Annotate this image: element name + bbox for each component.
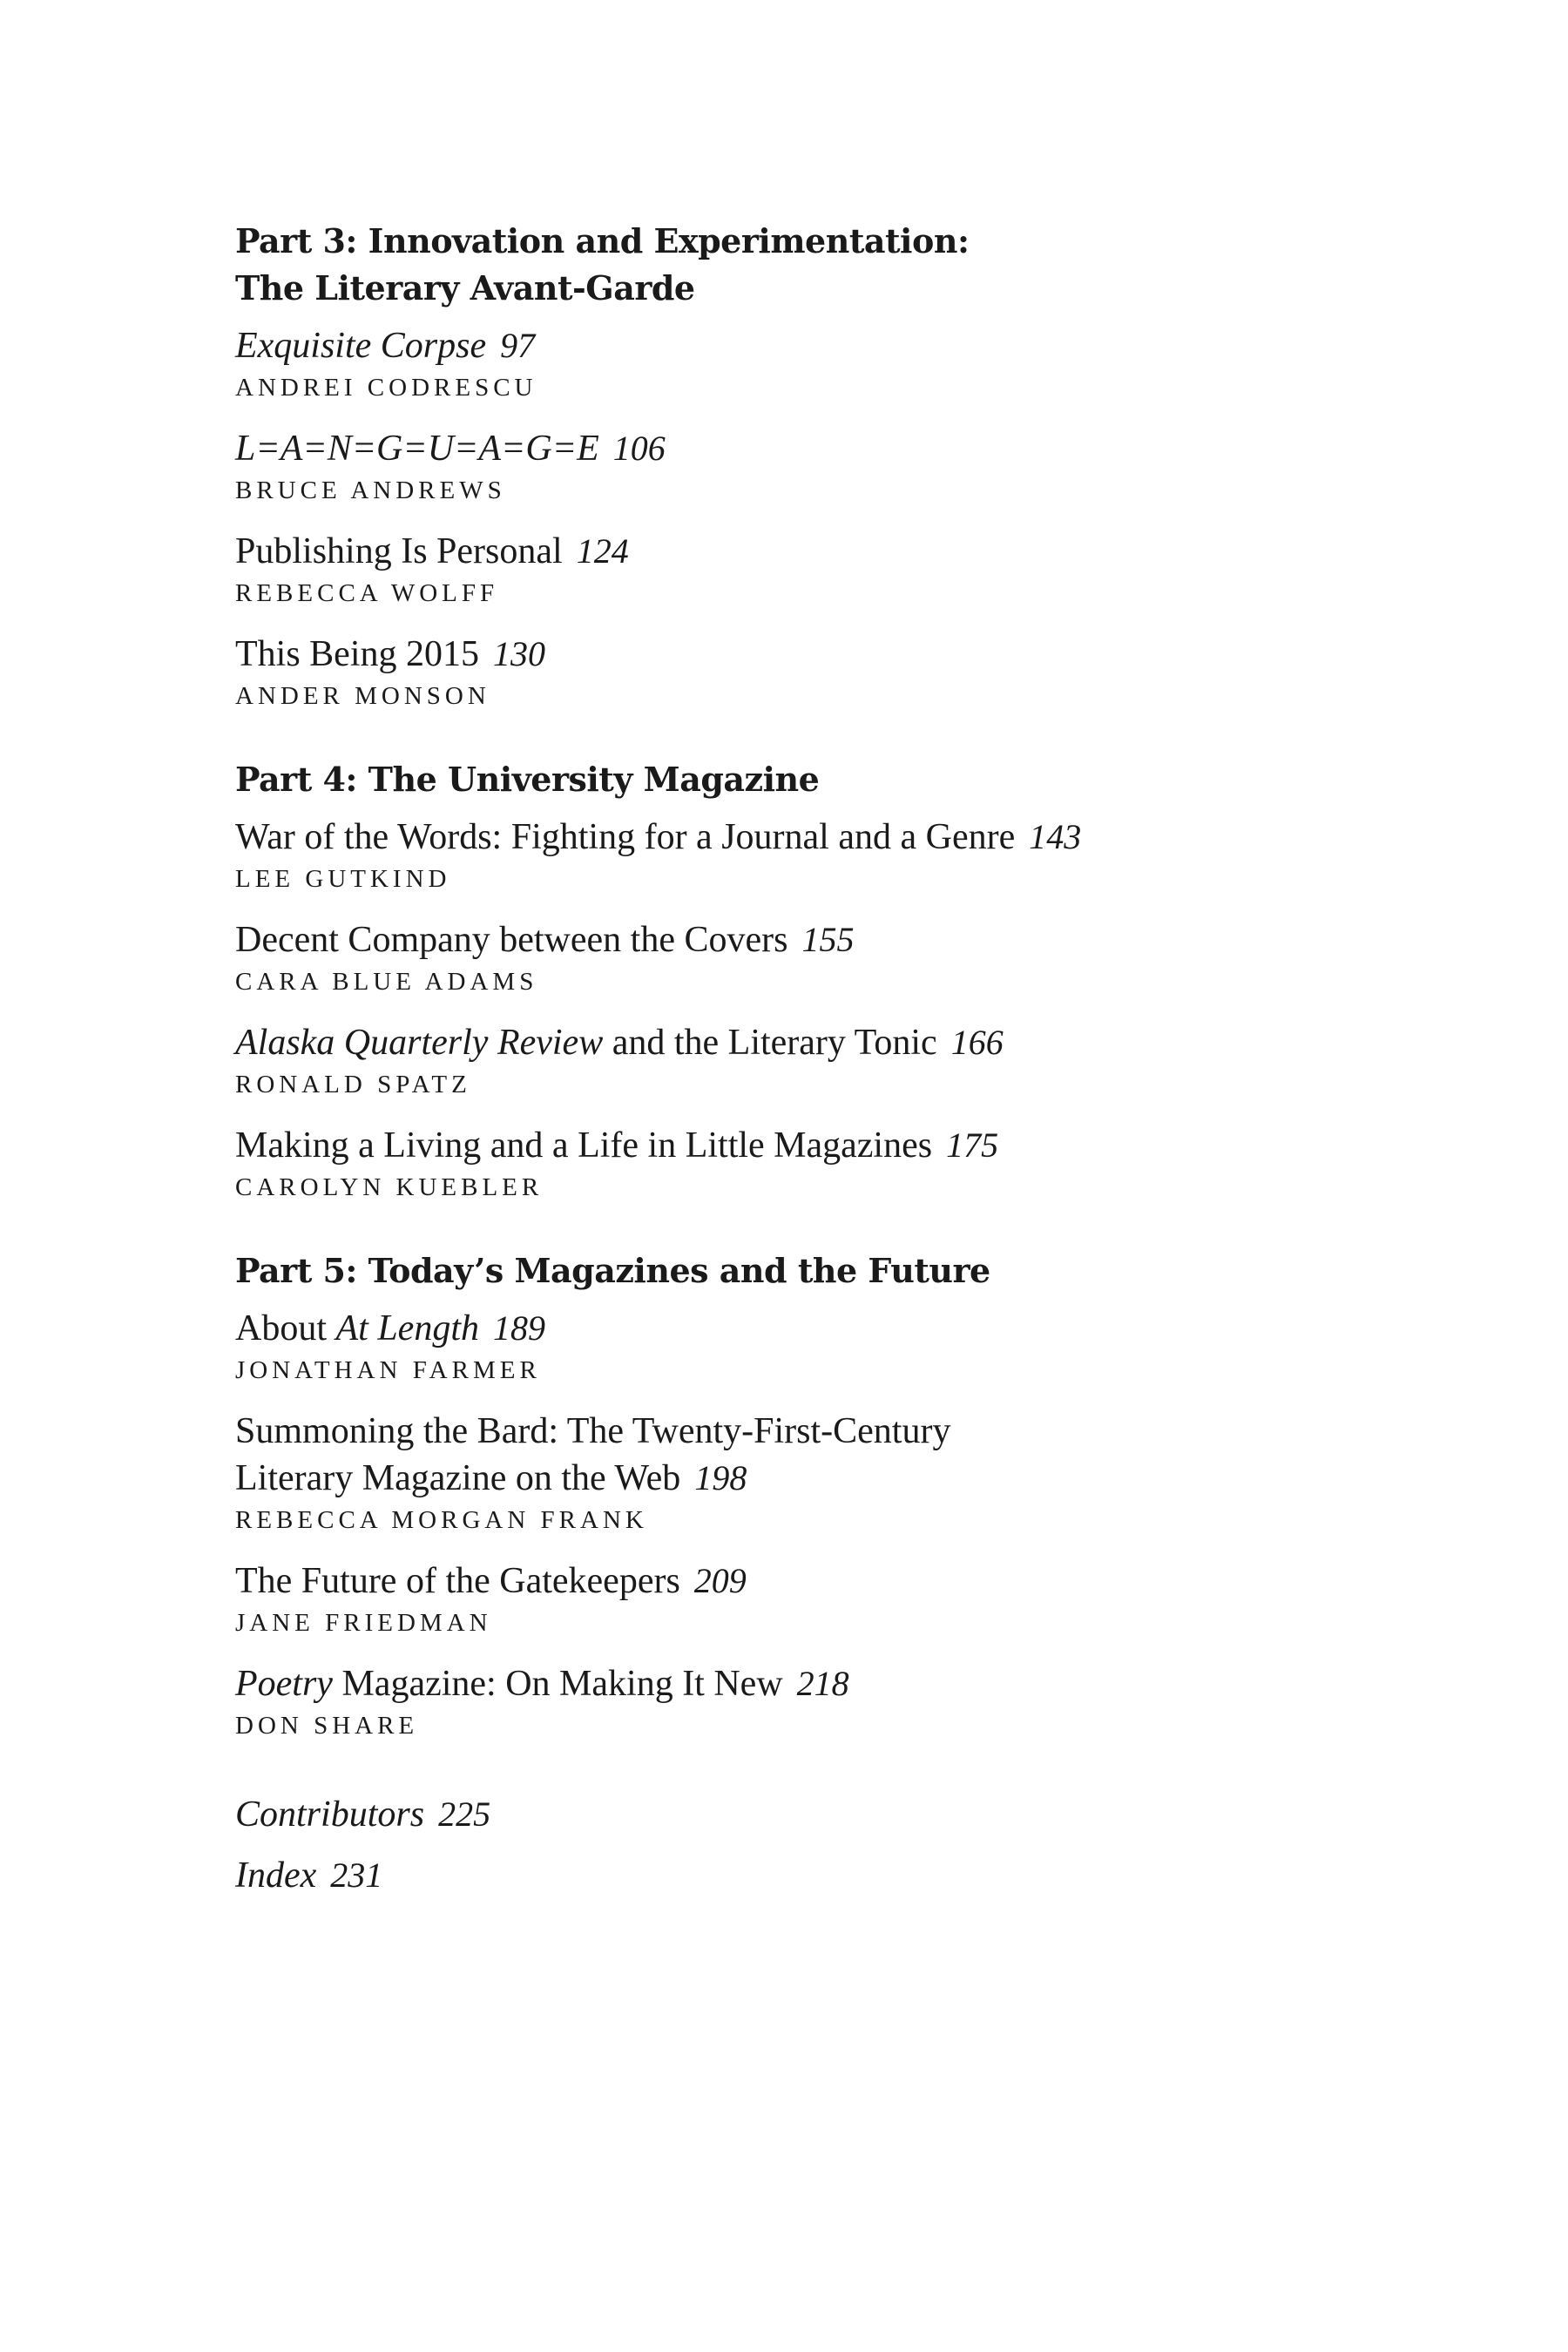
toc-entry xyxy=(235,1558,1368,1641)
toc-entry xyxy=(235,322,1368,406)
back-matter-label: Index xyxy=(235,1855,317,1896)
page-number: 231 xyxy=(330,1855,383,1895)
entry-title xyxy=(235,1408,1368,1502)
page-number: 198 xyxy=(694,1458,747,1497)
entry-author: JANE FRIEDMAN xyxy=(235,1609,492,1637)
toc-entry xyxy=(235,631,1368,714)
page-number: 155 xyxy=(801,920,855,959)
entry-author: ANDREI CODRESCU xyxy=(235,374,537,402)
part-4 xyxy=(235,756,1368,1206)
page-number: 130 xyxy=(493,634,545,673)
entry-author: REBECCA MORGAN FRANK xyxy=(235,1506,648,1534)
entry-title: Decent Company between the Covers 155 xyxy=(235,920,855,960)
entry-author: ANDER MONSON xyxy=(235,682,490,710)
part-title xyxy=(235,1247,1368,1294)
part-5 xyxy=(235,1247,1368,1744)
toc-entry xyxy=(235,1660,1368,1744)
entry-author: DON SHARE xyxy=(235,1712,419,1740)
page-number: 166 xyxy=(950,1023,1004,1062)
part-title-line: Part 3: Innovation and Experimentation: xyxy=(235,221,970,260)
part-title-line: Part 5: Today’s Magazines and the Future xyxy=(235,1251,990,1290)
page-number: 175 xyxy=(946,1125,999,1165)
entry-title-line: Summoning the Bard: The Twenty-First-Century xyxy=(235,1411,951,1451)
part-title-line: Part 4: The University Magazine xyxy=(235,760,820,799)
toc-entry xyxy=(235,1305,1368,1389)
entry-title: This Being 2015 130 xyxy=(235,634,545,674)
entry-title: Making a Living and a Life in Little Magazines 175 xyxy=(235,1125,999,1166)
toc-entry xyxy=(235,916,1368,1000)
page-number: 189 xyxy=(493,1308,545,1348)
toc-entry xyxy=(235,1408,1368,1538)
toc-entry xyxy=(235,1019,1368,1103)
part-title xyxy=(235,218,1368,312)
table-of-contents xyxy=(235,218,1368,1913)
entry-title: Exquisite Corpse 97 xyxy=(235,326,536,366)
toc-entry xyxy=(235,1122,1368,1206)
toc-entry xyxy=(235,425,1368,509)
entry-author: CAROLYN KUEBLER xyxy=(235,1173,544,1201)
part-title xyxy=(235,756,1368,803)
part-title-line: The Literary Avant-Garde xyxy=(235,268,695,308)
entry-author: BRUCE ANDREWS xyxy=(235,476,506,504)
entry-author: RONALD SPATZ xyxy=(235,1071,471,1098)
page-number: 218 xyxy=(796,1664,849,1703)
back-matter-label: Contributors xyxy=(235,1794,425,1835)
entry-title-line: Literary Magazine on the Web 198 xyxy=(235,1458,747,1498)
page-number: 143 xyxy=(1029,817,1082,856)
entry-author: JONATHAN FARMER xyxy=(235,1356,541,1384)
entry-title: Publishing Is Personal 124 xyxy=(235,531,629,571)
page-number: 225 xyxy=(438,1794,491,1834)
page-number: 97 xyxy=(500,326,536,365)
part-3 xyxy=(235,218,1368,714)
page-number: 124 xyxy=(576,531,629,571)
toc-entry xyxy=(235,814,1368,897)
entry-author: CARA BLUE ADAMS xyxy=(235,968,538,996)
entry-title: About At Length 189 xyxy=(235,1308,545,1348)
entry-title: The Future of the Gatekeepers 209 xyxy=(235,1561,747,1601)
entry-author: REBECCA WOLFF xyxy=(235,579,499,607)
entry-title: War of the Words: Fighting for a Journal and a Genre 143 xyxy=(235,817,1082,857)
toc-entry xyxy=(235,528,1368,612)
entry-title: Alaska Quarterly Review and the Literary Tonic 166 xyxy=(235,1023,1004,1063)
back-matter-item xyxy=(235,1852,1368,1899)
entry-author: LEE GUTKIND xyxy=(235,865,451,893)
entry-title: Poetry Magazine: On Making It New 218 xyxy=(235,1664,849,1704)
page-number: 209 xyxy=(693,1561,747,1600)
back-matter xyxy=(235,1791,1368,1899)
back-matter-item xyxy=(235,1791,1368,1838)
entry-title: L=A=N=G=U=A=G=E 106 xyxy=(235,429,666,469)
page-number: 106 xyxy=(612,429,666,468)
